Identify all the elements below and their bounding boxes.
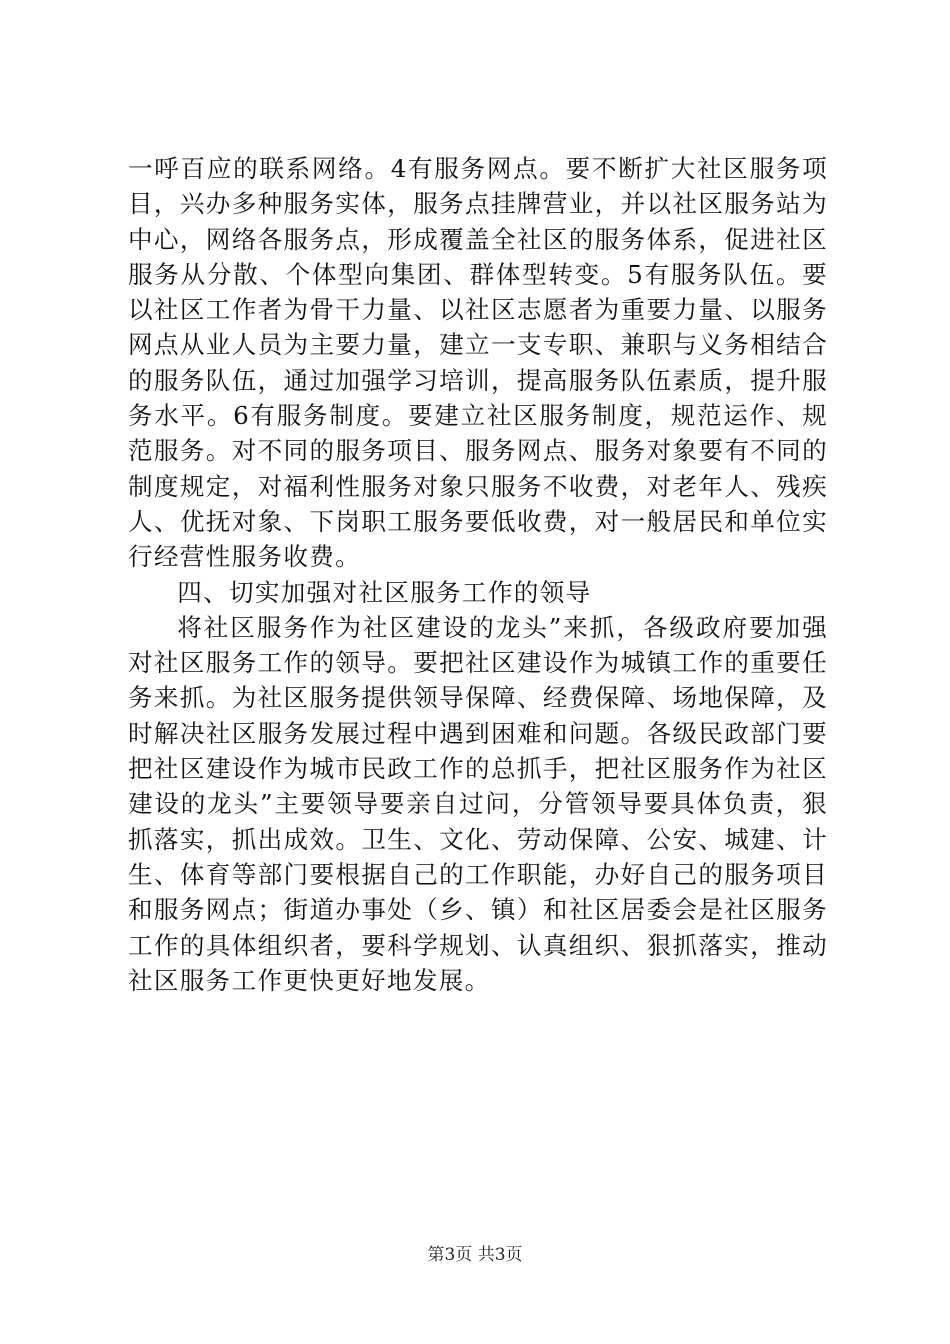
document-body [128,151,828,998]
body-paragraph-leadership: 将社区服务作为社区建设的龙头”来抓，各级政府要加强对社区服务工作的领导。要把社区建设作为城镇工作的重要任务来抓。为社区服务提供领导保障、经费保障、场地保障，及时解决社区服务发展过程中遇到困难和问题。各级民政部门要把社区建设作为城市民政工作的总抓手，把社区服务作为社区建设的龙头”主要领导要亲自过问，分管领导要具体负责，狠抓落实，抓出成效。卫生、文化、劳动保障、公安、城建、计生、体育等部门要根据自己的工作职能，办好自己的服务项目和服务网点；街道办事处（乡、镇）和社区居委会是社区服务工作的具体组织者，要科学规划、认真组织、狠抓落实，推动社区服务工作更快更好地发展。 [128,612,828,995]
body-paragraph-continuation: 一呼百应的联系网络。4有服务网点。要不断扩大社区服务项目，兴办多种服务实体，服务点挂牌营业，并以社区服务站为中心，网络各服务点，形成覆盖全社区的服务体系，促进社区服务从分散、个体型向集团、群体型转变。5有服务队伍。要以社区工作者为骨干力量、以社区志愿者为重要力量、以服务网点从业人员为主要力量，建立一支专职、兼职与义务相结合的服务队伍，通过加强学习培训，提高服务队伍素质，提升服务水平。6有服务制度。要建立社区服务制度，规范运作、规范服务。对不同的服务项目、服务网点、服务对象要有不同的制度规定，对福利性服务对象只服务不收费，对老年人、残疾人、优抚对象、下岗职工服务要低收费，对一般居民和单位实行经营性服务收费。 [128,154,828,572]
page-number-footer: 第3页 共3页 [427,1245,523,1265]
section-heading: 四、切实加强对社区服务工作的领导 [177,577,592,607]
